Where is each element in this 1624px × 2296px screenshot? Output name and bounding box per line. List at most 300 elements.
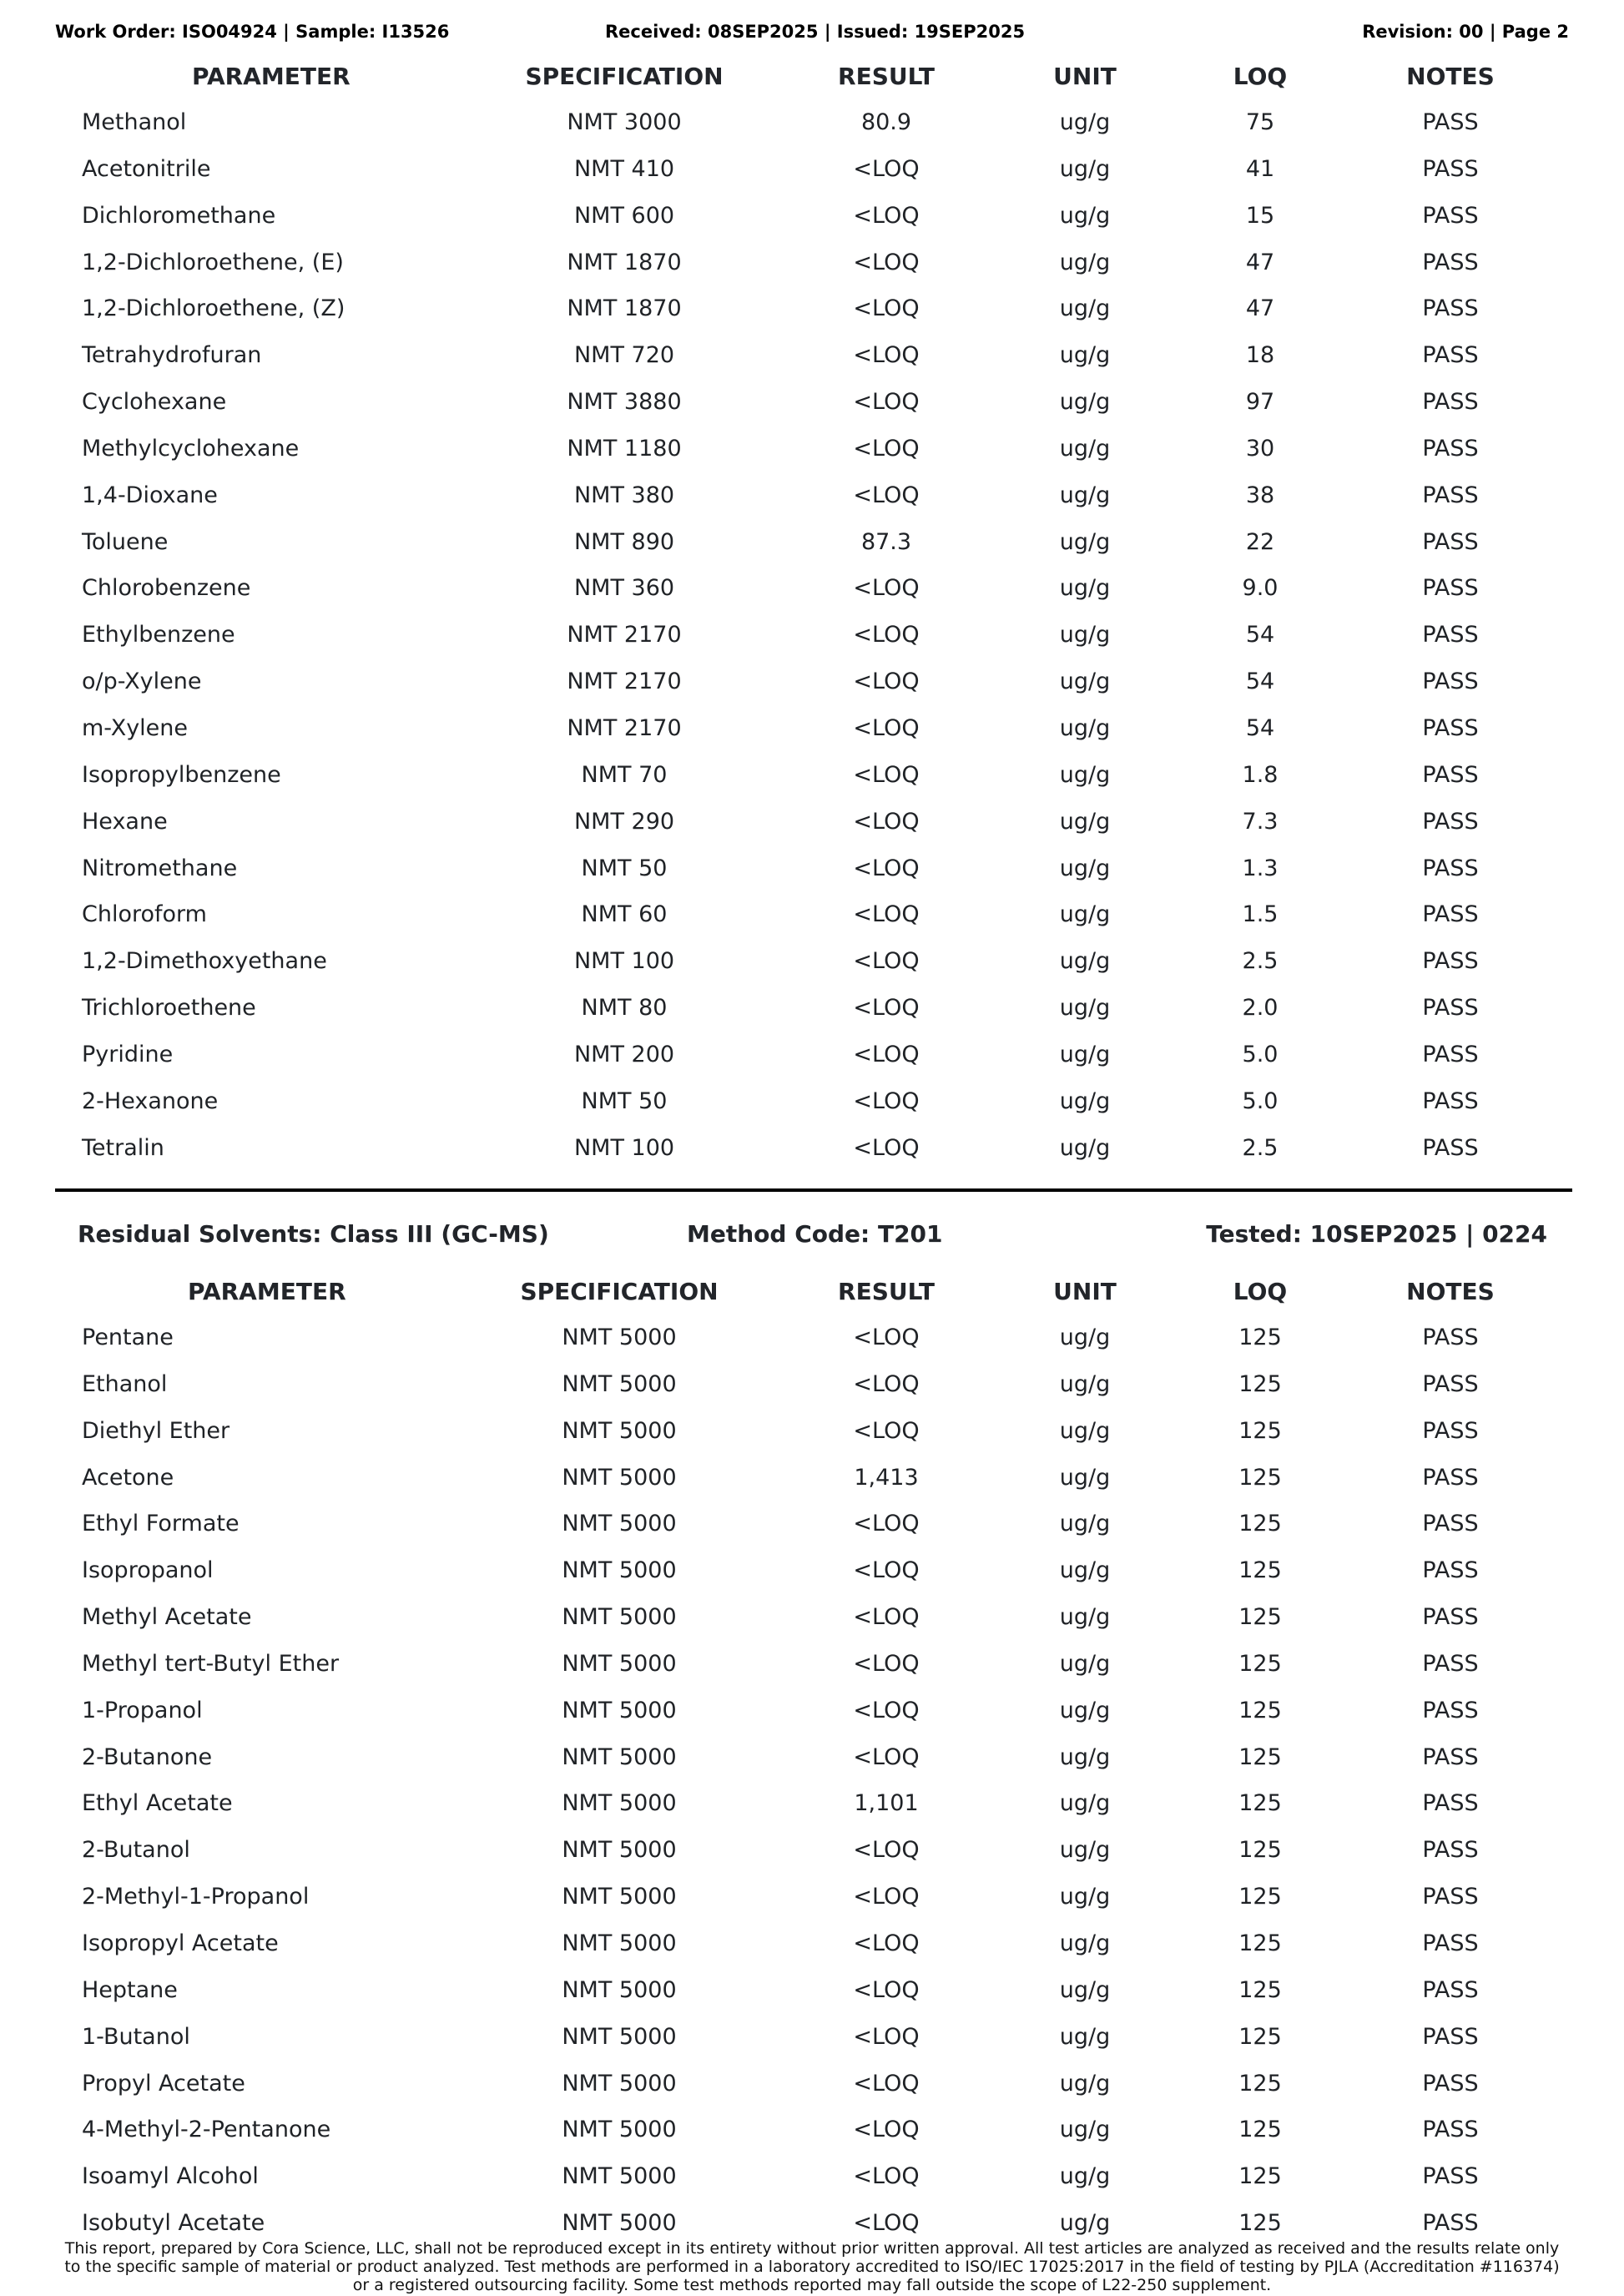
col-header-notes: NOTES (1406, 63, 1495, 90)
table-row (0, 527, 1624, 574)
cell-result: <LOQ (853, 1604, 920, 1631)
cell-specification: NMT 5000 (562, 1790, 677, 1817)
cell-specification: NMT 5000 (562, 1464, 677, 1491)
cell-unit: ug/g (1059, 1557, 1111, 1584)
cell-specification: NMT 100 (573, 948, 675, 975)
cell-specification: NMT 2170 (567, 669, 682, 695)
cell-result: <LOQ (853, 1041, 920, 1067)
cell-specification: NMT 2170 (567, 622, 682, 648)
cell-unit: ug/g (1059, 1370, 1111, 1397)
cell-result: <LOQ (853, 1837, 920, 1864)
cell-loq: 125 (1238, 1790, 1282, 1817)
section-divider (55, 1188, 1572, 1192)
cell-specification: NMT 70 (581, 761, 668, 788)
cell-loq: 125 (1238, 1557, 1282, 1584)
cell-result: <LOQ (853, 995, 920, 1022)
table-row (0, 1370, 1624, 1416)
cell-loq: 125 (1238, 1976, 1282, 2003)
cell-unit: ug/g (1059, 901, 1111, 928)
cell-notes: PASS (1422, 855, 1479, 881)
report-header-bar (55, 22, 1569, 47)
cell-loq: 125 (1238, 1837, 1282, 1864)
table-row (0, 1416, 1624, 1463)
cell-parameter: Ethyl Formate (82, 1511, 240, 1537)
cell-result: <LOQ (853, 1325, 920, 1350)
cell-parameter: Pyridine (82, 1041, 174, 1067)
table-row (0, 1463, 1624, 1510)
col-header-specification: SPECIFICATION (525, 63, 724, 90)
cell-specification: NMT 100 (573, 1134, 675, 1161)
cell-unit: ug/g (1059, 155, 1111, 182)
cell-notes: PASS (1422, 1604, 1479, 1631)
cell-unit: ug/g (1059, 202, 1111, 229)
cell-loq: 125 (1238, 1697, 1282, 1723)
cell-parameter: 2-Hexanone (82, 1087, 219, 1114)
cell-parameter: Methylcyclohexane (82, 435, 300, 462)
cell-result: <LOQ (853, 1884, 920, 1910)
cell-specification: NMT 5000 (562, 1325, 677, 1350)
col-header-result: RESULT (838, 1278, 935, 1305)
cell-loq: 54 (1245, 622, 1275, 648)
cell-specification: NMT 3880 (567, 389, 682, 416)
cell-parameter: Hexane (82, 808, 168, 835)
cell-notes: PASS (1422, 1790, 1479, 1817)
cell-parameter: Methanol (82, 109, 187, 135)
col-header-unit: UNIT (1053, 63, 1117, 90)
cell-notes: PASS (1422, 2210, 1479, 2237)
cell-unit: ug/g (1059, 1976, 1111, 2003)
cell-unit: ug/g (1059, 109, 1111, 135)
cell-notes: PASS (1422, 1743, 1479, 1770)
cell-specification: NMT 890 (573, 528, 675, 555)
table-row (0, 1882, 1624, 1929)
cell-parameter: Chloroform (82, 901, 207, 928)
cell-notes: PASS (1422, 1697, 1479, 1723)
table-row (0, 2162, 1624, 2208)
cell-unit: ug/g (1059, 389, 1111, 416)
cell-loq: 125 (1238, 1370, 1282, 1397)
cell-loq: 2.0 (1242, 995, 1279, 1022)
cell-unit: ug/g (1059, 1743, 1111, 1770)
col-header-specification: SPECIFICATION (520, 1278, 719, 1305)
cell-notes: PASS (1422, 109, 1479, 135)
cell-parameter: Tetralin (82, 1134, 164, 1161)
cell-loq: 30 (1245, 435, 1275, 462)
cell-specification: NMT 50 (581, 1087, 668, 1114)
cell-loq: 5.0 (1242, 1087, 1279, 1114)
table-row (0, 1556, 1624, 1602)
table-row (0, 1789, 1624, 1835)
table-row (0, 1649, 1624, 1696)
cell-result: <LOQ (853, 1743, 920, 1770)
cell-notes: PASS (1422, 155, 1479, 182)
cell-parameter: Isopropyl Acetate (82, 1930, 279, 1956)
table-body (0, 1323, 1624, 2255)
cell-result: 80.9 (860, 109, 912, 135)
cell-unit: ug/g (1059, 435, 1111, 462)
cell-unit: ug/g (1059, 2163, 1111, 2190)
cell-parameter: 1-Butanol (82, 2023, 190, 2050)
col-header-parameter: PARAMETER (192, 63, 351, 90)
cell-parameter: Ethanol (82, 1370, 168, 1397)
cell-loq: 125 (1238, 1930, 1282, 1956)
cell-notes: PASS (1422, 622, 1479, 648)
table-row (0, 201, 1624, 248)
cell-specification: NMT 5000 (562, 1976, 677, 2003)
cell-specification: NMT 1180 (567, 435, 682, 462)
cell-parameter: Diethyl Ether (82, 1417, 230, 1444)
cell-notes: PASS (1422, 249, 1479, 275)
cell-loq: 125 (1238, 1325, 1282, 1350)
cell-unit: ug/g (1059, 1930, 1111, 1956)
cell-result: <LOQ (853, 389, 920, 416)
cell-loq: 22 (1245, 528, 1275, 555)
cell-result: <LOQ (853, 948, 920, 975)
table-row (0, 573, 1624, 620)
method-code: Method Code: T201 (687, 1220, 943, 1248)
disclaimer-footer (50, 2239, 1574, 2294)
cell-loq: 125 (1238, 1650, 1282, 1677)
cell-loq: 2.5 (1242, 948, 1279, 975)
col-header-parameter: PARAMETER (188, 1278, 346, 1305)
cell-result: <LOQ (853, 249, 920, 275)
cell-specification: NMT 5000 (562, 1370, 677, 1397)
table-row (0, 1087, 1624, 1133)
cell-loq: 54 (1245, 714, 1275, 741)
table-row (0, 2022, 1624, 2069)
cell-result: <LOQ (853, 202, 920, 229)
cell-parameter: Isopropylbenzene (82, 761, 281, 788)
cell-loq: 15 (1245, 202, 1275, 229)
cell-result: <LOQ (853, 1417, 920, 1444)
cell-parameter: Cyclohexane (82, 389, 227, 416)
cell-unit: ug/g (1059, 714, 1111, 741)
cell-notes: PASS (1422, 669, 1479, 695)
cell-parameter: o/p-Xylene (82, 669, 202, 695)
cell-parameter: m-Xylene (82, 714, 189, 741)
cell-parameter: 1,2-Dichloroethene, (E) (82, 249, 344, 275)
table-row (0, 1743, 1624, 1789)
disclaimer-line: to the specific sample of material or product analyzed. Test methods are performed in a laboratory accredited to ISO/IEC 17025:2017 in the field of testing by PJLA (Accreditation #116374) (64, 2258, 1560, 2276)
cell-unit: ug/g (1059, 1325, 1111, 1350)
cell-unit: ug/g (1059, 808, 1111, 835)
cell-specification: NMT 50 (581, 855, 668, 881)
cell-loq: 38 (1245, 482, 1275, 508)
cell-loq: 1.3 (1242, 855, 1279, 881)
cell-parameter: Ethyl Acetate (82, 1790, 233, 1817)
cell-specification: NMT 5000 (562, 2163, 677, 2190)
cell-unit: ug/g (1059, 2117, 1111, 2143)
cell-loq: 125 (1238, 1511, 1282, 1537)
cell-unit: ug/g (1059, 1041, 1111, 1067)
cell-specification: NMT 5000 (562, 2070, 677, 2097)
cell-result: <LOQ (853, 2023, 920, 2050)
cell-unit: ug/g (1059, 1511, 1111, 1537)
cell-result: <LOQ (853, 808, 920, 835)
cell-notes: PASS (1422, 528, 1479, 555)
cell-result: <LOQ (853, 669, 920, 695)
cell-parameter: Pentane (82, 1325, 174, 1350)
cell-unit: ug/g (1059, 669, 1111, 695)
table-row (0, 2069, 1624, 2116)
cell-notes: PASS (1422, 1930, 1479, 1956)
cell-loq: 125 (1238, 2023, 1282, 2050)
cell-unit: ug/g (1059, 1464, 1111, 1491)
cell-parameter: Isopropanol (82, 1557, 214, 1584)
table-row (0, 108, 1624, 154)
cell-notes: PASS (1422, 2070, 1479, 2097)
cell-result: <LOQ (853, 1650, 920, 1677)
cell-result: <LOQ (853, 2070, 920, 2097)
table-header-row (0, 1277, 1624, 1323)
table-row (0, 481, 1624, 527)
cell-notes: PASS (1422, 2023, 1479, 2050)
cell-notes: PASS (1422, 2117, 1479, 2143)
cell-specification: NMT 380 (573, 482, 675, 508)
cell-specification: NMT 1870 (567, 249, 682, 275)
col-header-result: RESULT (838, 63, 935, 90)
table-row (0, 1929, 1624, 1976)
cell-result: <LOQ (853, 1511, 920, 1537)
cell-notes: PASS (1422, 761, 1479, 788)
col-header-unit: UNIT (1053, 1278, 1117, 1305)
cell-result: <LOQ (853, 855, 920, 881)
cell-notes: PASS (1422, 1976, 1479, 2003)
table-row (0, 760, 1624, 807)
cell-result: <LOQ (853, 2117, 920, 2143)
cell-notes: PASS (1422, 901, 1479, 928)
cell-unit: ug/g (1059, 855, 1111, 881)
cell-unit: ug/g (1059, 2023, 1111, 2050)
cell-unit: ug/g (1059, 342, 1111, 369)
cell-specification: NMT 1870 (567, 295, 682, 322)
cell-parameter: Acetonitrile (82, 155, 211, 182)
cell-specification: NMT 5000 (562, 1884, 677, 1910)
table-row (0, 1602, 1624, 1649)
class-2-solvents-table (0, 62, 1624, 1179)
cell-parameter: Nitromethane (82, 855, 238, 881)
cell-result: <LOQ (853, 1087, 920, 1114)
cell-unit: ug/g (1059, 1087, 1111, 1114)
cell-loq: 125 (1238, 2163, 1282, 2190)
cell-specification: NMT 5000 (562, 1557, 677, 1584)
cell-result: 87.3 (860, 528, 912, 555)
cell-loq: 75 (1245, 109, 1275, 135)
cell-unit: ug/g (1059, 482, 1111, 508)
cell-notes: PASS (1422, 1417, 1479, 1444)
cell-loq: 125 (1238, 1464, 1282, 1491)
cell-result: <LOQ (853, 342, 920, 369)
cell-parameter: Tetrahydrofuran (82, 342, 262, 369)
cell-notes: PASS (1422, 1041, 1479, 1067)
table-row (0, 1133, 1624, 1180)
cell-loq: 41 (1245, 155, 1275, 182)
cell-parameter: Trichloroethene (82, 995, 256, 1022)
cell-result: <LOQ (853, 295, 920, 322)
table-row (0, 154, 1624, 201)
cell-parameter: 1,2-Dichloroethene, (Z) (82, 295, 345, 322)
table-row (0, 667, 1624, 714)
cell-unit: ug/g (1059, 1650, 1111, 1677)
cell-loq: 54 (1245, 669, 1275, 695)
cell-specification: NMT 5000 (562, 1930, 677, 1956)
cell-specification: NMT 5000 (562, 1604, 677, 1631)
cell-specification: NMT 200 (573, 1041, 675, 1067)
cell-specification: NMT 60 (581, 901, 668, 928)
section-header (78, 1220, 1547, 1254)
cell-specification: NMT 5000 (562, 2023, 677, 2050)
cell-notes: PASS (1422, 2163, 1479, 2190)
cell-loq: 18 (1245, 342, 1275, 369)
cell-specification: NMT 5000 (562, 1417, 677, 1444)
table-row (0, 900, 1624, 946)
cell-parameter: Isoamyl Alcohol (82, 2163, 259, 2190)
col-header-notes: NOTES (1406, 1278, 1495, 1305)
cell-parameter: 1-Propanol (82, 1697, 203, 1723)
cell-parameter: Toluene (82, 528, 169, 555)
cell-notes: PASS (1422, 1884, 1479, 1910)
cell-unit: ug/g (1059, 1134, 1111, 1161)
cell-result: <LOQ (853, 901, 920, 928)
tested-date: Tested: 10SEP2025 | 0224 (1206, 1220, 1547, 1248)
cell-loq: 47 (1245, 295, 1275, 322)
class-3-solvents-table (0, 1277, 1624, 2255)
cell-parameter: Methyl tert-Butyl Ether (82, 1650, 340, 1677)
cell-specification: NMT 80 (581, 995, 668, 1022)
cell-loq: 125 (1238, 2117, 1282, 2143)
cell-loq: 9.0 (1242, 575, 1279, 602)
table-row (0, 2115, 1624, 2162)
table-row (0, 854, 1624, 901)
cell-specification: NMT 600 (573, 202, 675, 229)
received-issued-dates: Received: 08SEP2025 | Issued: 19SEP2025 (605, 22, 1026, 42)
cell-result: <LOQ (853, 482, 920, 508)
cell-notes: PASS (1422, 435, 1479, 462)
cell-unit: ug/g (1059, 622, 1111, 648)
cell-specification: NMT 5000 (562, 2117, 677, 2143)
cell-notes: PASS (1422, 1370, 1479, 1397)
col-header-loq: LOQ (1233, 63, 1288, 90)
cell-result: <LOQ (853, 622, 920, 648)
table-row (0, 294, 1624, 341)
table-header-row (0, 62, 1624, 108)
cell-specification: NMT 360 (573, 575, 675, 602)
cell-specification: NMT 720 (573, 342, 675, 369)
cell-result: <LOQ (853, 2163, 920, 2190)
cell-parameter: Isobutyl Acetate (82, 2210, 265, 2237)
table-row (0, 1509, 1624, 1556)
table-row (0, 1976, 1624, 2022)
cell-result: <LOQ (853, 575, 920, 602)
cell-loq: 125 (1238, 1604, 1282, 1631)
section-title: Residual Solvents: Class III (GC-MS) (78, 1220, 549, 1248)
cell-unit: ug/g (1059, 1837, 1111, 1864)
cell-loq: 47 (1245, 249, 1275, 275)
cell-notes: PASS (1422, 1134, 1479, 1161)
table-row (0, 807, 1624, 854)
cell-parameter: Ethylbenzene (82, 622, 235, 648)
table-row (0, 620, 1624, 667)
cell-specification: NMT 5000 (562, 1697, 677, 1723)
cell-unit: ug/g (1059, 1604, 1111, 1631)
cell-notes: PASS (1422, 202, 1479, 229)
table-row (0, 387, 1624, 434)
cell-parameter: 2-Methyl-1-Propanol (82, 1884, 310, 1910)
cell-unit: ug/g (1059, 575, 1111, 602)
cell-notes: PASS (1422, 714, 1479, 741)
cell-notes: PASS (1422, 295, 1479, 322)
cell-unit: ug/g (1059, 761, 1111, 788)
cell-result: 1,101 (854, 1790, 919, 1817)
cell-result: <LOQ (853, 1697, 920, 1723)
cell-parameter: Heptane (82, 1976, 178, 2003)
cell-unit: ug/g (1059, 948, 1111, 975)
cell-unit: ug/g (1059, 249, 1111, 275)
col-header-loq: LOQ (1233, 1278, 1288, 1305)
cell-parameter: Chlorobenzene (82, 575, 251, 602)
cell-specification: NMT 5000 (562, 1837, 677, 1864)
cell-specification: NMT 2170 (567, 714, 682, 741)
cell-notes: PASS (1422, 1087, 1479, 1114)
table-row (0, 434, 1624, 481)
cell-result: 1,413 (854, 1464, 919, 1491)
cell-result: <LOQ (853, 1930, 920, 1956)
cell-unit: ug/g (1059, 2070, 1111, 2097)
cell-parameter: 2-Butanol (82, 1837, 190, 1864)
cell-parameter: Dichloromethane (82, 202, 276, 229)
cell-unit: ug/g (1059, 1697, 1111, 1723)
cell-notes: PASS (1422, 808, 1479, 835)
cell-notes: PASS (1422, 1464, 1479, 1491)
cell-notes: PASS (1422, 389, 1479, 416)
cell-specification: NMT 5000 (562, 1511, 677, 1537)
cell-unit: ug/g (1059, 2210, 1111, 2237)
cell-loq: 1.8 (1242, 761, 1279, 788)
table-row (0, 1835, 1624, 1882)
cell-unit: ug/g (1059, 1417, 1111, 1444)
table-row (0, 1040, 1624, 1087)
table-row (0, 341, 1624, 387)
cell-result: <LOQ (853, 714, 920, 741)
table-row (0, 714, 1624, 760)
cell-parameter: 1,2-Dimethoxyethane (82, 948, 327, 975)
cell-result: <LOQ (853, 155, 920, 182)
cell-parameter: 2-Butanone (82, 1743, 213, 1770)
cell-result: <LOQ (853, 1134, 920, 1161)
work-order-sample: Work Order: ISO04924 | Sample: I13526 (55, 22, 450, 42)
cell-notes: PASS (1422, 1511, 1479, 1537)
revision-page: Revision: 00 | Page 2 (1362, 22, 1569, 42)
cell-result: <LOQ (853, 1976, 920, 2003)
cell-result: <LOQ (853, 1370, 920, 1397)
cell-parameter: 4-Methyl-2-Pentanone (82, 2117, 331, 2143)
cell-notes: PASS (1422, 995, 1479, 1022)
cell-result: <LOQ (853, 761, 920, 788)
cell-loq: 125 (1238, 2210, 1282, 2237)
disclaimer-line: This report, prepared by Cora Science, LLC, shall not be reproduced except in its entirety without prior written approval. All test articles are analyzed as received and the results relate only (64, 2239, 1560, 2258)
cell-loq: 125 (1238, 1743, 1282, 1770)
disclaimer-line: or a registered outsourcing facility. Some test methods reported may fall outside the scope of L22-250 supplement. (352, 2276, 1272, 2294)
cell-unit: ug/g (1059, 528, 1111, 555)
cell-loq: 125 (1238, 1884, 1282, 1910)
cell-specification: NMT 5000 (562, 2210, 677, 2237)
cell-result: <LOQ (853, 2210, 920, 2237)
cell-specification: NMT 3000 (567, 109, 682, 135)
cell-specification: NMT 290 (573, 808, 675, 835)
cell-unit: ug/g (1059, 995, 1111, 1022)
cell-notes: PASS (1422, 1837, 1479, 1864)
table-row (0, 946, 1624, 993)
